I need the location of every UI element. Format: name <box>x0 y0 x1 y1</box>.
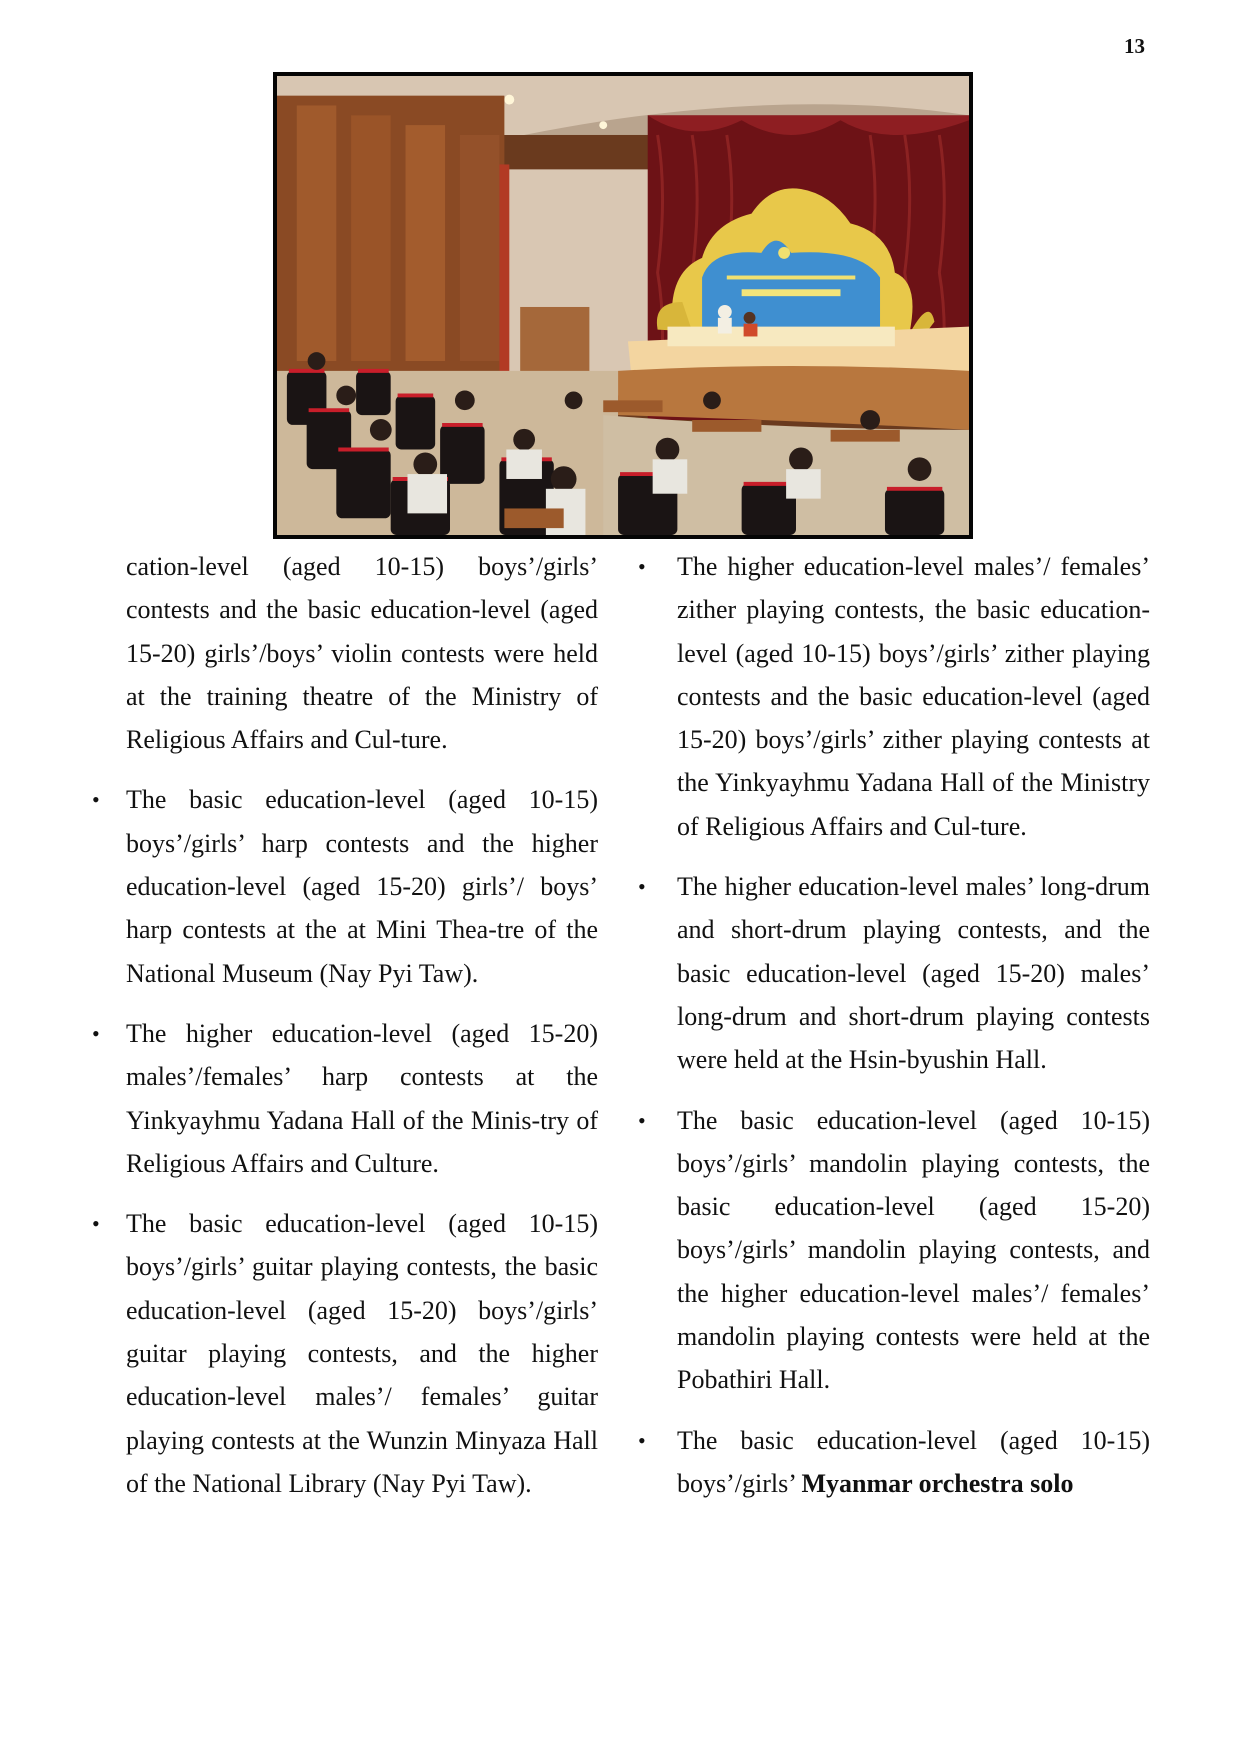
list-item-guitar-contests <box>80 1202 598 1505</box>
bullet-icon: • <box>92 1211 100 1237</box>
list-item-higher-harp-contests <box>80 1012 598 1185</box>
list-item-text: The basic education-level (aged 10-15) boys’/girls’ guitar playing contests, the basic education-level (aged 15-20) boys’/girls’ guitar playing contests, and the higher education-level males’/ females’ guitar playing contests at the Wunzin Minyaza Hall of the National Library (Nay Pyi Taw). <box>126 1209 598 1498</box>
list-item-orchestra-solo <box>627 1419 1150 1506</box>
list-item-text: The higher education-level (aged 15-20) males’/females’ harp contests at the Yinkyayhmu Yadana Hall of the Minis-try of Religious Affairs and Culture. <box>126 1018 598 1178</box>
bullet-icon: • <box>638 554 646 579</box>
list-item-text: The higher education-level males’ long-drum and short-drum playing contests, and the basic education-level (aged 15-20) males’ long-drum and short-drum playing contests were held at the Hsin-byushin Hall. <box>677 872 1150 1075</box>
list-item-text: The basic education-level (aged 10-15) boys’/girls’ <box>677 1425 1150 1498</box>
left-column <box>80 545 620 1522</box>
paragraph-violin-contests: cation-level (aged 10-15) boys’/girls’ contests and the basic education-level (aged 15-20) girls’/boys’ violin contests were held at the training theatre of the Ministry of Religious Affairs and Cul-ture. <box>126 552 598 755</box>
page-number: 13 <box>1124 34 1145 58</box>
bullet-icon: • <box>92 787 100 813</box>
list-item-mandolin-contests <box>627 1099 1150 1402</box>
list-item-text: The higher education-level males’/ females’ zither playing contests, the basic education-level (aged 10-15) boys’/girls’ zither playing contests and the basic education-level (aged 15-20) boys’/girls’ zither playing contests at the Yinkyayhmu Yadana Hall of the Ministry of Religious Affairs and Cul-ture. <box>677 552 1150 841</box>
list-item-drum-contests <box>627 865 1150 1081</box>
bullet-icon: • <box>638 1107 646 1133</box>
right-column <box>627 545 1167 1522</box>
event-photo <box>273 72 973 539</box>
list-item-text: The basic education-level (aged 10-15) boys’/girls’ mandolin playing contests, the basic education-level (aged 15-20) boys’/girls’ mandolin playing contests, and the higher education-level males’/ females’ mandolin playing contests were held at the Pobathiri Hall. <box>677 1105 1150 1395</box>
list-item-harp-contests <box>80 778 598 994</box>
theatre-scene-image <box>277 76 969 535</box>
list-item-zither-contests <box>627 545 1150 848</box>
list-item-bold-text: Myanmar orchestra solo <box>801 1468 1074 1498</box>
list-item-text: The basic education-level (aged 10-15) boys’/girls’ harp contests and the higher education-level (aged 15-20) girls’/ boys’ harp contests at the at Mini Thea-tre of the National Museum (Nay Pyi Taw). <box>126 785 598 988</box>
bullet-icon: • <box>638 874 646 900</box>
bullet-icon: • <box>92 1020 100 1046</box>
bullet-icon: • <box>638 1427 646 1453</box>
